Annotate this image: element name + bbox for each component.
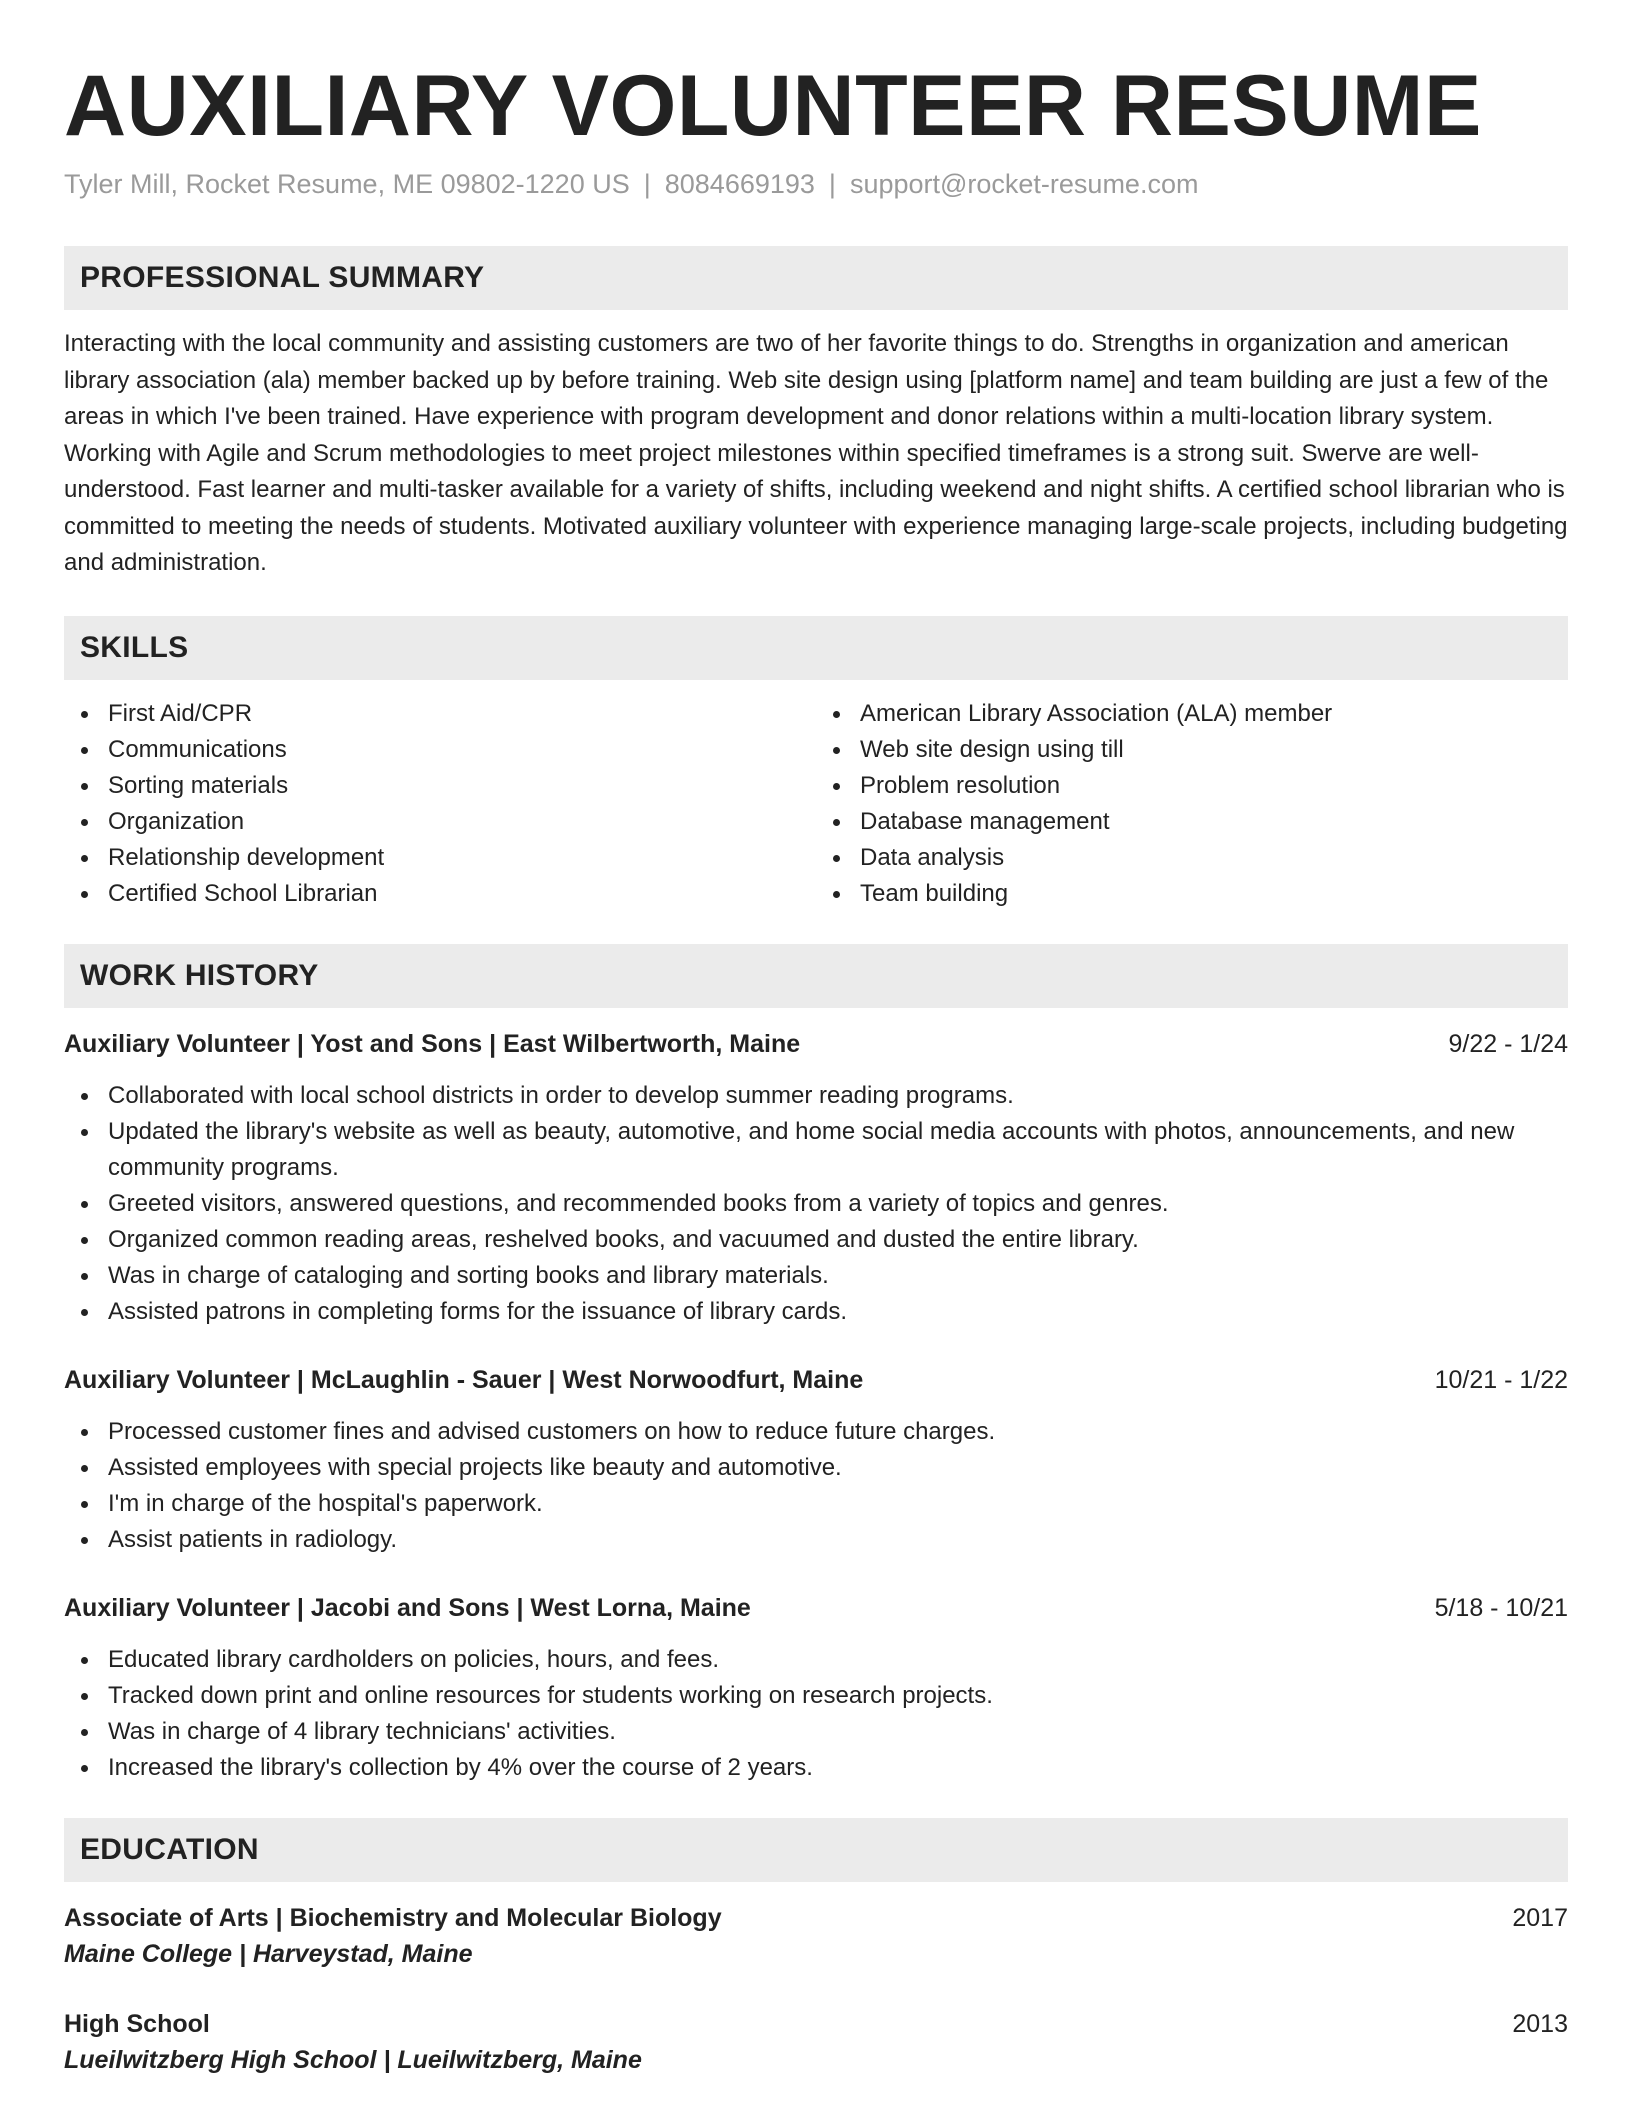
contact-phone: 8084669193 [664,169,815,199]
contact-email: support@rocket-resume.com [849,169,1199,199]
skill-item: Team building [816,876,1568,912]
education-degree: Associate of Arts | Biochemistry and Molecular Biology [64,1903,722,1932]
education-degree: High School [64,2009,210,2038]
education-heading-line [64,2006,1568,2042]
resume-title: AUXILIARY VOLUNTEER RESUME [64,58,1482,154]
skills-column-right [816,696,1568,912]
skill-item: Organization [64,804,816,840]
contact-line [64,166,1568,202]
job-bullet: Collaborated with local school districts in order to develop summer reading programs. [64,1078,1568,1114]
skill-item: Web site design using till [816,732,1568,768]
skills-list [64,696,1568,912]
section-header-education: EDUCATION [64,1818,1568,1882]
contact-separator: | [828,169,836,199]
skill-item: Communications [64,732,816,768]
education-year: 2017 [1512,1903,1568,1932]
job-bullet: Updated the library's website as well as beauty, automotive, and home social media accounts with photos, announcements, and new community programs. [64,1114,1568,1186]
skill-item: Data analysis [816,840,1568,876]
job-bullets [64,1414,1568,1558]
summary-text: Interacting with the local community and assisting customers are two of her favorite things to do. Strengths in organization and american library association (ala) member backed up by before training. Web site design using [platform name] and team building are just a few of the areas in which I've been trained. Have experience with program development and donor relations within a multi-location library system. Working with Agile and Scrum methodologies to meet project milestones within specified timeframes is a strong suit. Swerve are well-understood. Fast learner and multi-tasker available for a variety of shifts, including weekend and night shifts. A certified school librarian who is committed to meeting the needs of students. Motivated auxiliary volunteer with experience managing large-scale projects, including budgeting and administration. [64,330,1568,576]
education-entry [64,2006,1568,2078]
education-entry [64,1900,1568,1972]
job-heading: Auxiliary Volunteer | Jacobi and Sons | West Lorna, Maine [64,1593,751,1622]
job-bullet: Educated library cardholders on policies, hours, and fees. [64,1642,1568,1678]
skill-item: Relationship development [64,840,816,876]
skill-item: Sorting materials [64,768,816,804]
job-entry [64,1026,1568,1330]
skill-item: Problem resolution [816,768,1568,804]
skill-item: American Library Association (ALA) member [816,696,1568,732]
skill-item: First Aid/CPR [64,696,816,732]
skills-column-left [64,696,816,912]
job-bullet: Greeted visitors, answered questions, and recommended books from a variety of topics and genres. [64,1186,1568,1222]
section-header-summary: PROFESSIONAL SUMMARY [64,246,1568,310]
section-header-skills: SKILLS [64,616,1568,680]
job-bullets [64,1642,1568,1786]
section-header-work-history: WORK HISTORY [64,944,1568,1008]
job-bullet: Increased the library's collection by 4% over the course of 2 years. [64,1750,1568,1786]
job-bullet: Assisted patrons in completing forms for the issuance of library cards. [64,1294,1568,1330]
job-bullet: Was in charge of 4 library technicians' activities. [64,1714,1568,1750]
education-year: 2013 [1512,2009,1568,2038]
education-school: Maine College | Harveystad, Maine [64,1939,473,1968]
education-school: Lueilwitzberg High School | Lueilwitzberg, Maine [64,2045,642,2074]
job-bullet: Assist patients in radiology. [64,1522,1568,1558]
skill-item: Certified School Librarian [64,876,816,912]
job-heading: Auxiliary Volunteer | Yost and Sons | East Wilbertworth, Maine [64,1029,801,1058]
job-dates: 5/18 - 10/21 [1434,1593,1568,1622]
job-bullets [64,1078,1568,1330]
contact-separator: | [643,169,651,199]
job-entry [64,1362,1568,1558]
job-heading-line [64,1362,1568,1398]
job-entry [64,1590,1568,1786]
job-heading: Auxiliary Volunteer | McLaughlin - Sauer | West Norwoodfurt, Maine [64,1365,864,1394]
job-bullet: Was in charge of cataloging and sorting books and library materials. [64,1258,1568,1294]
skill-item: Database management [816,804,1568,840]
job-bullet: Tracked down print and online resources for students working on research projects. [64,1678,1568,1714]
job-bullet: Organized common reading areas, reshelved books, and vacuumed and dusted the entire library. [64,1222,1568,1258]
job-dates: 10/21 - 1/22 [1434,1365,1568,1394]
job-heading-line [64,1026,1568,1062]
contact-address: Tyler Mill, Rocket Resume, ME 09802-1220 US [64,169,630,199]
job-bullet: I'm in charge of the hospital's paperwork. [64,1486,1568,1522]
job-bullet: Processed customer fines and advised customers on how to reduce future charges. [64,1414,1568,1450]
education-heading-line [64,1900,1568,1936]
job-bullet: Assisted employees with special projects like beauty and automotive. [64,1450,1568,1486]
job-heading-line [64,1590,1568,1626]
job-dates: 9/22 - 1/24 [1448,1029,1568,1058]
